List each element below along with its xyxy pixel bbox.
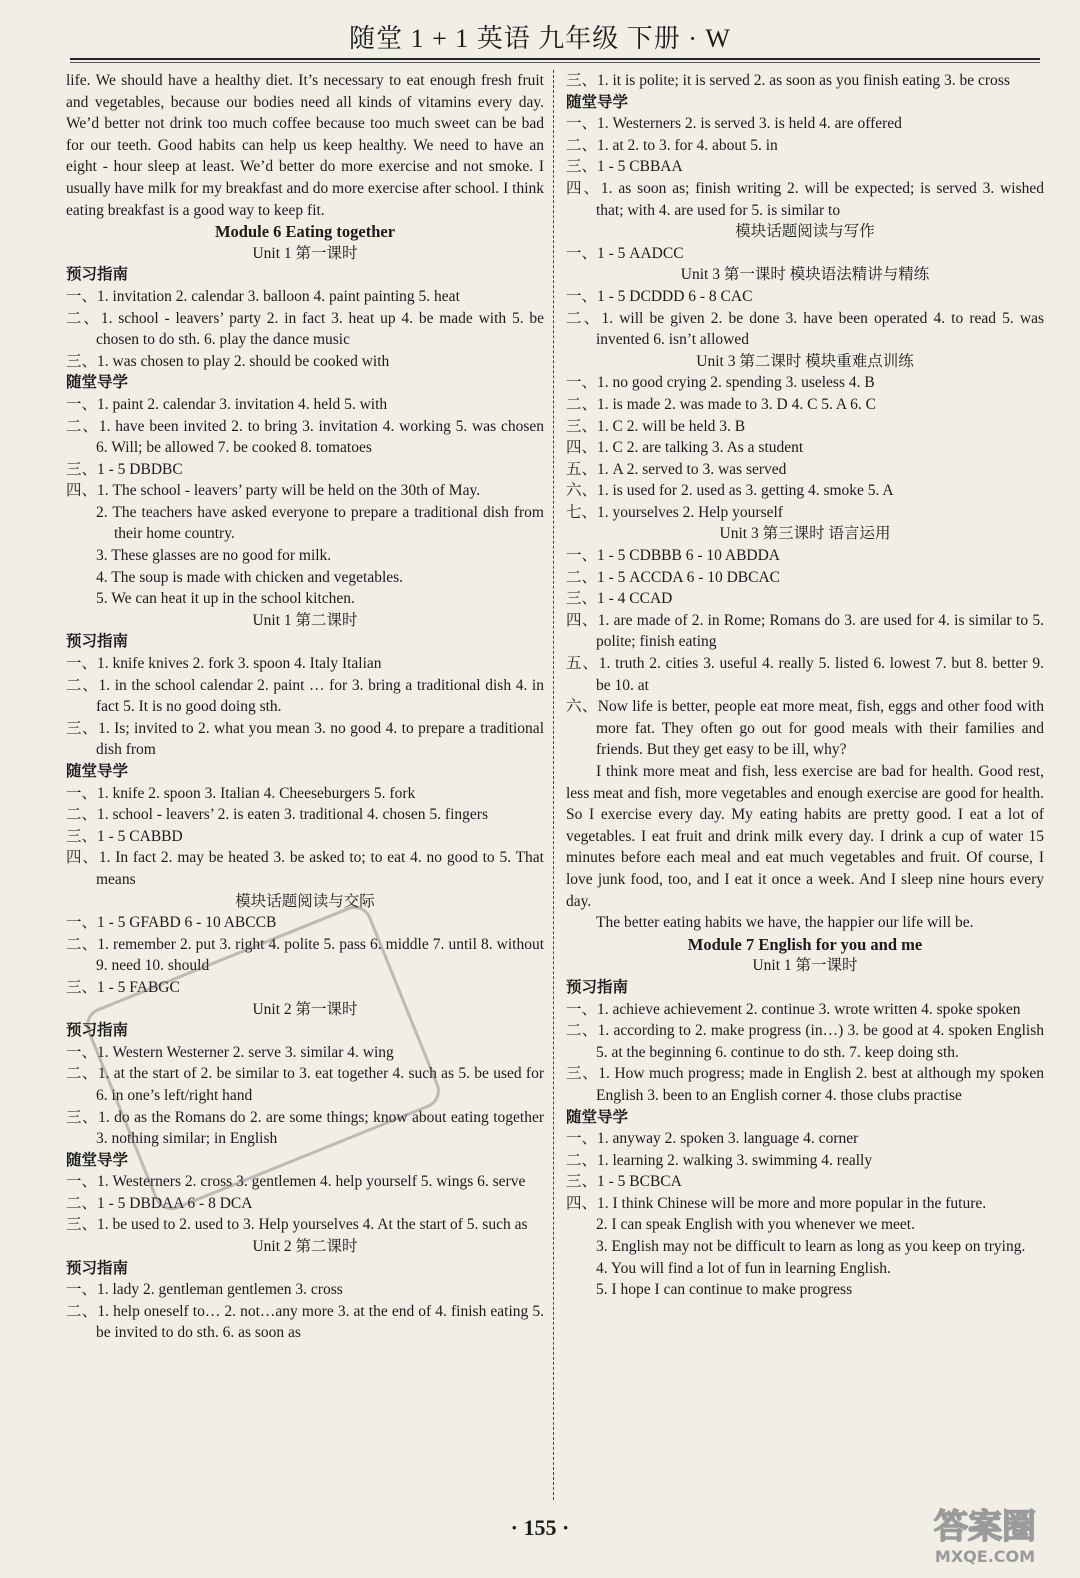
answer-line: 一、1. Westerners 2. is served 3. is held 4. are offered (566, 115, 902, 133)
answer-line: 二、1 - 5 DBDAA 6 - 8 DCA (66, 1194, 253, 1212)
page-number: · 155 · (510, 1515, 570, 1540)
answer-line: 一、1. anyway 2. spoken 3. language 4. corner (566, 1130, 859, 1148)
section-heading: 随堂导学 (566, 93, 629, 111)
unit-heading: Unit 3 第二课时 模块重难点训练 (696, 352, 914, 370)
essay-paragraph: The better eating habits we have, the happier our life will be. (596, 914, 974, 932)
answer-line: 三、1 - 5 FABGC (66, 978, 180, 996)
section-heading: 预习指南 (66, 1259, 129, 1277)
logo-text-en: MXQE.COM (934, 1547, 1036, 1566)
answer-line: 二、1. in the school calendar 2. paint … for 3. bring a traditional dish 4. in fact 5. It is no good doing sth. (66, 676, 544, 716)
answer-line: 二、1. at the start of 2. be similar to 3. eat together 4. such as 5. be used for 6. in one’s left/right hand (66, 1065, 544, 1104)
right-column (566, 70, 1044, 1301)
answer-line: 三、1 - 4 CCAD (566, 590, 673, 608)
answer-line: 四、1. I think Chinese will be more and more popular in the future. (566, 1194, 987, 1212)
left-column (66, 70, 544, 1344)
unit-heading: 模块话题阅读与写作 (735, 223, 875, 241)
answer-line: 四、1. C 2. are talking 3. As a student (566, 439, 804, 457)
answer-line: 三、1. Is; invited to 2. what you mean 3. no good 4. to prepare a traditional dish from (66, 719, 544, 759)
answer-line: 三、1 - 5 CABBD (66, 827, 183, 845)
answer-line: 三、1 - 5 DBDBC (66, 460, 183, 478)
answer-subline: 2. The teachers have asked everyone to prepare a traditional dish from their home country. (96, 503, 544, 543)
header-rule-thin (70, 62, 1040, 63)
answer-line: 二、1. help oneself to… 2. not…any more 3. at the end of 4. finish eating 5. be invited to do sth. 6. as soon as (66, 1302, 544, 1342)
page-header: 随堂 1 + 1 英语 九年级 下册 · W (349, 24, 731, 53)
answer-subline: 4. You will find a lot of fun in learning English. (596, 1259, 891, 1277)
answer-line: 二、1. remember 2. put 3. right 4. polite 5. pass 6. middle 7. until 8. without 9. need 10. should (66, 935, 544, 975)
answer-line: 三、1 - 5 CBBAA (566, 158, 683, 176)
answer-line: 二、1. will be given 2. be done 3. have been operated 4. to read 5. was invented 6. isn’t allowed (566, 309, 1044, 349)
answer-line: 一、1. knife knives 2. fork 3. spoon 4. Italy Italian (66, 655, 382, 673)
answer-subline: 2. I can speak English with you whenever we meet. (596, 1216, 915, 1234)
answer-line: 一、1. achieve achievement 2. continue 3. wrote written 4. spoke spoken (566, 1000, 1021, 1018)
answer-line: 四、1. The school - leavers’ party will be held on the 30th of May. (66, 482, 481, 500)
answer-subline: 3. English may not be difficult to learn as long as you keep on trying. (596, 1238, 1026, 1256)
answer-subline: 5. We can heat it up in the school kitchen. (96, 590, 355, 608)
logo-text-cn: 答案圈 (934, 1507, 1036, 1547)
section-heading: 随堂导学 (66, 1151, 129, 1169)
answer-subline: 4. The soup is made with chicken and vegetables. (96, 568, 404, 586)
answer-line: 一、1. invitation 2. calendar 3. balloon 4. paint painting 5. heat (66, 287, 460, 305)
answer-line: 四、1. In fact 2. may be heated 3. be asked to; to eat 4. no good to 5. That means (66, 849, 544, 888)
paragraph: life. We should have a healthy diet. It’s necessary to eat enough fresh fruit and vegetables, because our bodies need all kinds of vitamins every day. We’d better not drink too much coffee because too much sweet can be bad for our teeth. Good habits can help us keep healthy. We need to have an eight - hour sleep at least. We’d better do more exercise and not smoke. I usually have milk for my breakfast and do more exercise after school. I think eating breakfast is a good way to keep fit. (66, 72, 544, 219)
section-heading: 随堂导学 (66, 374, 129, 392)
unit-heading: Unit 2 第一课时 (252, 1000, 358, 1018)
answer-subline: 3. These glasses are no good for milk. (96, 547, 332, 565)
column-divider (553, 70, 554, 1500)
answer-line: 一、1. knife 2. spoon 3. Italian 4. Cheeseburgers 5. fork (66, 784, 416, 802)
answer-line: 二、1. school - leavers’ 2. is eaten 3. traditional 4. chosen 5. fingers (66, 806, 488, 824)
answer-line: 二、1. school - leavers’ party 2. in fact 3. heat up 4. be made with 5. be chosen to do sth. 6. play the dance music (66, 309, 544, 349)
answer-line: 四、1. are made of 2. in Rome; Romans do 3. are used for 4. is similar to 5. polite; finish eating (566, 611, 1044, 651)
answer-line: 二、1. according to 2. make progress (in…) 3. be good at 4. spoken English 5. at the beginning 6. continue to do sth. 7. keep doing sth. (566, 1022, 1044, 1061)
answer-line: 三、1 - 5 BCBCA (566, 1173, 682, 1191)
answer-line: 三、1. do as the Romans do 2. are some things; know about eating together 3. nothing similar; in English (66, 1108, 544, 1148)
section-heading: 预习指南 (66, 633, 129, 651)
answer-line: 三、1. was chosen to play 2. should be cooked with (66, 352, 390, 370)
answer-line: 三、1. be used to 2. used to 3. Help yourselves 4. At the start of 5. such as (66, 1216, 528, 1234)
answer-line: 三、1. C 2. will be held 3. B (566, 417, 746, 435)
answer-line: 二、1. have been invited 2. to bring 3. invitation 4. working 5. was chosen 6. Will; be allowed 7. be cooked 8. tomatoes (66, 417, 544, 457)
section-heading: 预习指南 (66, 1022, 129, 1040)
essay-paragraph: I think more meat and fish, less exercise are bad for health. Good rest, less meat and fish, more vegetables and enough exercise are good for health. So I exercise every day. My eating habits are pretty good. I eat a lot of vegetables. I eat fruit and drink milk every day. I drink a cup of water 15 minutes before each meal and eat much vegetables and fruit. Of course, I love junk food, too, and I eat it once a week. And I sleep nine hours every day. (566, 763, 1044, 910)
answer-line: 六、1. is used for 2. used as 3. getting 4. smoke 5. A (566, 482, 894, 500)
section-heading: 预习指南 (66, 266, 129, 284)
module-heading: Module 7 English for you and me (687, 934, 923, 954)
header-rule (70, 58, 1040, 60)
answer-line: 六、Now life is better, people eat more meat, fish, eggs and other food with more fat. They often go out for good meals with their families and friends. But they get easy to be ill, why? (566, 698, 1044, 759)
answer-line: 二、1. is made 2. was made to 3. D 4. C 5. A 6. C (566, 395, 876, 413)
answer-line: 二、1. at 2. to 3. for 4. about 5. in (566, 136, 778, 154)
answer-line: 五、1. truth 2. cities 3. useful 4. really 5. listed 6. lowest 7. but 8. better 9. be 10. at (566, 655, 1044, 694)
section-heading: 随堂导学 (66, 763, 129, 780)
unit-heading: 模块话题阅读与交际 (235, 892, 375, 910)
answer-line: 四、1. as soon as; finish writing 2. will be expected; is served 3. wished that; with 4. are used for 5. is similar to (566, 179, 1044, 219)
answer-line: 三、1. it is polite; it is served 2. as soon as you finish eating 3. be cross (566, 72, 1010, 89)
answer-line: 五、1. A 2. served to 3. was served (566, 460, 787, 478)
answer-line: 一、1. lady 2. gentleman gentlemen 3. cross (66, 1281, 343, 1299)
answer-line: 一、1 - 5 CDBBB 6 - 10 ABDDA (566, 547, 781, 565)
answer-line: 七、1. yourselves 2. Help yourself (566, 503, 783, 521)
answer-line: 一、1. Westerners 2. cross 3. gentlemen 4. help yourself 5. wings 6. serve (66, 1173, 526, 1191)
answer-line: 二、1. learning 2. walking 3. swimming 4. really (566, 1151, 873, 1169)
unit-heading: Unit 1 第一课时 (752, 957, 858, 975)
unit-heading: Unit 1 第一课时 (252, 244, 358, 262)
unit-heading: Unit 2 第二课时 (252, 1238, 358, 1256)
answer-line: 三、1. How much progress; made in English 2. best at although my spoken English 3. been to an English corner 4. those clubs practise (566, 1065, 1044, 1104)
answer-line: 一、1 - 5 AADCC (566, 244, 684, 262)
answer-line: 一、1. no good crying 2. spending 3. useless 4. B (566, 374, 875, 392)
answer-line: 一、1. Western Westerner 2. serve 3. similar 4. wing (66, 1043, 394, 1061)
unit-heading: Unit 3 第一课时 模块语法精讲与精练 (680, 266, 930, 284)
answer-subline: 5. I hope I can continue to make progress (596, 1281, 853, 1299)
answer-line: 一、1 - 5 DCDDD 6 - 8 CAC (566, 287, 753, 305)
unit-heading: Unit 3 第三课时 语言运用 (719, 525, 891, 543)
answer-line: 二、1 - 5 ACCDA 6 - 10 DBCAC (566, 568, 781, 586)
section-heading: 随堂导学 (566, 1108, 629, 1126)
answer-line: 一、1 - 5 GFABD 6 - 10 ABCCB (66, 914, 277, 932)
answer-line: 一、1. paint 2. calendar 3. invitation 4. held 5. with (66, 395, 388, 413)
unit-heading: Unit 1 第二课时 (252, 611, 358, 629)
section-heading: 预习指南 (566, 978, 629, 996)
module-heading: Module 6 Eating together (214, 222, 396, 242)
